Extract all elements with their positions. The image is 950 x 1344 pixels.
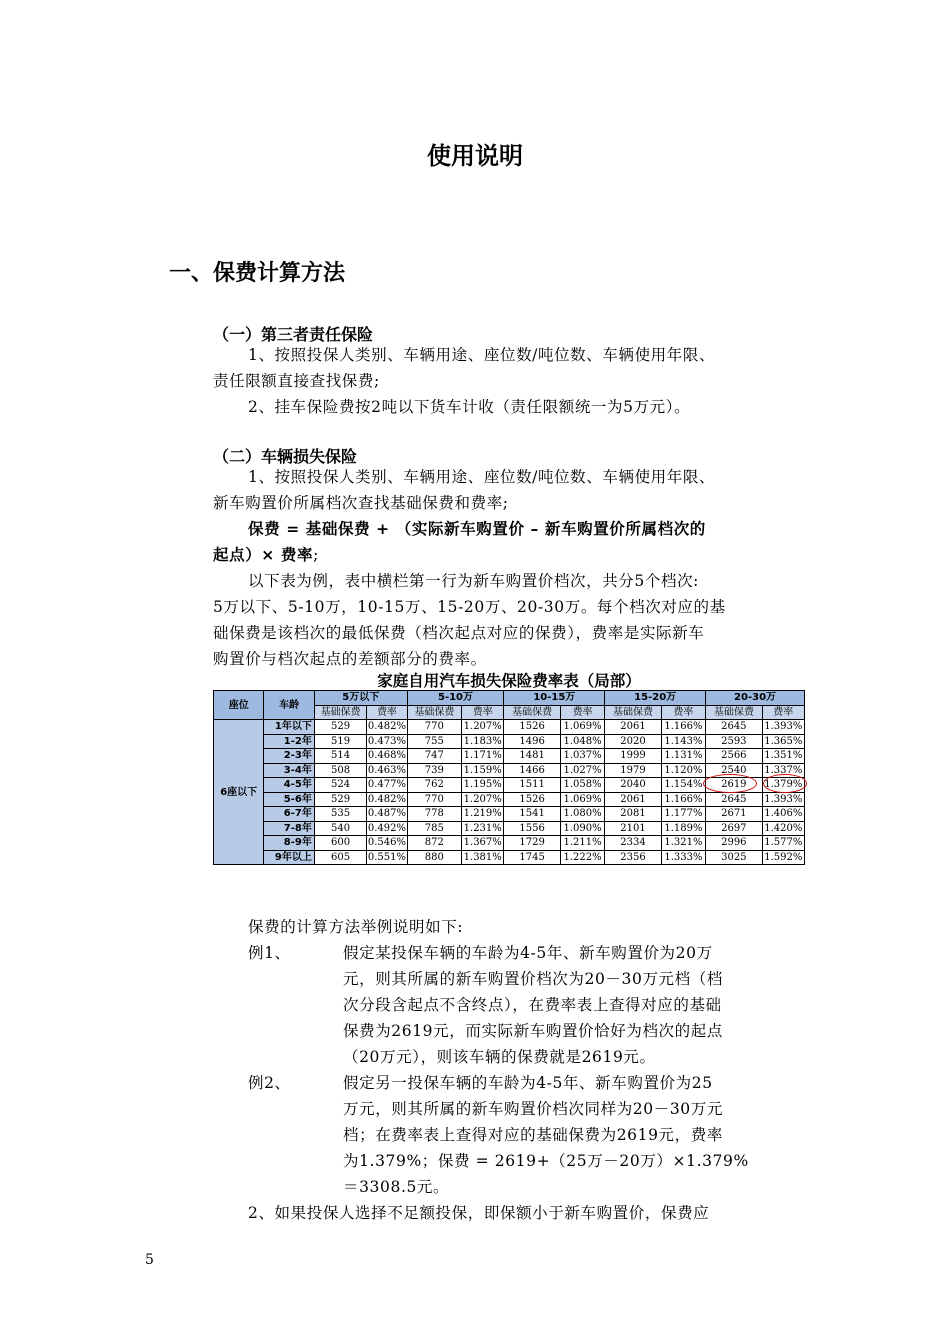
rate-cell: 1.577%	[762, 836, 804, 851]
rate-cell: 1.207%	[462, 792, 504, 807]
rate-cell: 1.406%	[762, 807, 804, 822]
paragraph: 购置价与档次起点的差额部分的费率。	[213, 650, 487, 668]
base-premium-cell: 535	[314, 807, 366, 822]
rate-cell: 1.195%	[462, 778, 504, 793]
rate-cell: 1.159%	[462, 763, 504, 778]
table-row	[214, 749, 805, 764]
rate-cell: 1.231%	[462, 821, 504, 836]
paragraph: 2、如果投保人选择不足额投保，即保额小于新车购置价，保费应	[248, 1204, 710, 1222]
rate-cell: 0.482%	[367, 793, 407, 805]
subheader-base: 基础保费	[706, 705, 762, 720]
column-header-age: 车龄	[264, 691, 314, 720]
band-header: 5-10万	[407, 691, 504, 706]
example-2-line: 为1.379%；保费 = 2619+（25万－20万）×1.379%	[343, 1152, 749, 1170]
age-cell: 5-6年	[264, 792, 314, 807]
base-premium-cell: 1466	[504, 763, 560, 778]
table-row	[214, 734, 805, 749]
rate-cell: 0.477%	[367, 779, 407, 791]
age-cell: 1年以下	[264, 720, 314, 735]
base-premium-cell: 600	[314, 836, 366, 851]
base-premium-cell: 2671	[706, 807, 762, 822]
rate-cell: 1.420%	[762, 821, 804, 836]
base-premium-cell: 2566	[706, 749, 762, 764]
base-premium-cell: 2619	[706, 778, 762, 793]
rate-cell: 1.166%	[661, 720, 705, 735]
example-2-line: 万元，则其所属的新车购置价档次同样为20－30万元	[343, 1100, 723, 1118]
rate-cell: 1.219%	[462, 807, 504, 822]
paragraph: 新车购置价所属档次查找基础保费和费率;	[213, 494, 509, 512]
paragraph: 1、按照投保人类别、车辆用途、座位数/吨位数、车辆使用年限、	[248, 468, 716, 486]
subheader-base: 基础保费	[407, 705, 461, 720]
paragraph: 责任限额直接查找保费;	[213, 372, 380, 390]
band-header: 15-20万	[605, 691, 706, 706]
base-premium-cell: 1481	[504, 749, 560, 764]
highlight-circle-base	[703, 774, 757, 793]
rate-cell: 1.337%	[762, 763, 804, 778]
rate-cell: 1.333%	[661, 850, 705, 865]
rate-cell: 1.351%	[762, 749, 804, 764]
base-premium-cell: 1526	[504, 792, 560, 807]
rate-cell: 1.365%	[762, 734, 804, 749]
base-premium-cell: 2061	[605, 792, 661, 807]
subheader-rate: 费率	[762, 705, 804, 720]
table-row	[214, 720, 805, 735]
age-cell: 1-2年	[264, 734, 314, 749]
base-premium-cell: 540	[314, 821, 366, 836]
subheader-rate: 费率	[661, 705, 705, 720]
base-premium-cell: 770	[407, 792, 461, 807]
band-header: 5万以下	[314, 691, 407, 706]
base-premium-cell: 2540	[706, 763, 762, 778]
rate-cell: 1.393%	[762, 720, 804, 735]
example-1-line: 假定某投保车辆的车龄为4-5年、新车购置价为20万	[343, 944, 713, 962]
base-premium-cell: 762	[407, 778, 461, 793]
age-cell: 6-7年	[264, 807, 314, 822]
table-row	[214, 836, 805, 851]
formula-tail: ;	[313, 546, 319, 564]
subheader-rate: 费率	[462, 705, 504, 720]
base-premium-cell: 1745	[504, 850, 560, 865]
example-1-line: 元，则其所属的新车购置价档次为20－30万元档（档	[343, 970, 723, 988]
base-premium-cell: 2040	[605, 778, 661, 793]
base-premium-cell: 1556	[504, 821, 560, 836]
base-premium-cell: 770	[407, 720, 461, 735]
rate-cell: 1.393%	[762, 792, 804, 807]
rate-cell: 1.027%	[560, 763, 604, 778]
subheading-third-party: （一）第三者责任保险	[213, 325, 374, 344]
formula-bold: 起点）× 费率	[213, 546, 314, 564]
band-header: 10-15万	[504, 691, 605, 706]
base-premium-cell: 1979	[605, 763, 661, 778]
rate-cell: 1.381%	[462, 850, 504, 865]
base-premium-cell: 2101	[605, 821, 661, 836]
rate-cell: 0.482%	[367, 721, 407, 733]
base-premium-cell: 778	[407, 807, 461, 822]
base-premium-cell: 2645	[706, 720, 762, 735]
base-premium-cell: 529	[314, 792, 366, 807]
paragraph: 1、按照投保人类别、车辆用途、座位数/吨位数、车辆使用年限、	[248, 346, 716, 364]
base-premium-cell: 605	[314, 850, 366, 865]
example-1-label: 例1、	[248, 944, 291, 962]
base-premium-cell: 2996	[706, 836, 762, 851]
rate-cell: 1.379%	[762, 778, 804, 793]
column-header-seat: 座位	[214, 691, 264, 720]
example-2-line: 假定另一投保车辆的车龄为4-5年、新车购置价为25	[343, 1074, 713, 1092]
base-premium-cell: 1541	[504, 807, 560, 822]
base-premium-cell: 524	[314, 778, 366, 793]
rate-cell: 0.487%	[367, 808, 407, 820]
rate-cell: 1.367%	[462, 836, 504, 851]
rate-cell: 1.222%	[560, 850, 604, 865]
subheader-rate: 费率	[560, 705, 604, 720]
rate-cell: 1.592%	[762, 850, 804, 865]
seat-cell: 6座以下	[214, 720, 264, 865]
base-premium-cell: 739	[407, 763, 461, 778]
band-header: 20-30万	[706, 691, 805, 706]
section-heading-1: 一、保费计算方法	[169, 261, 346, 286]
subheading-vehicle-loss: （二）车辆损失保险	[213, 447, 358, 466]
base-premium-cell: 3025	[706, 850, 762, 865]
example-1-line: 保费为2619元，而实际新车购置价恰好为档次的起点	[343, 1022, 723, 1040]
rate-cell: 1.166%	[661, 792, 705, 807]
rate-cell: 0.551%	[367, 851, 407, 863]
base-premium-cell: 1511	[504, 778, 560, 793]
page-number: 5	[145, 1252, 154, 1268]
base-premium-cell: 2645	[706, 792, 762, 807]
rate-cell: 1.189%	[661, 821, 705, 836]
subheader-base: 基础保费	[504, 705, 560, 720]
base-premium-cell: 785	[407, 821, 461, 836]
base-premium-cell: 872	[407, 836, 461, 851]
base-premium-cell: 2697	[706, 821, 762, 836]
rate-cell: 0.468%	[367, 750, 407, 762]
age-cell: 9年以上	[264, 850, 314, 865]
base-premium-cell: 2061	[605, 720, 661, 735]
rate-cell: 1.069%	[560, 792, 604, 807]
page-title: 使用说明	[427, 142, 523, 170]
table-row	[214, 821, 805, 836]
age-cell: 7-8年	[264, 821, 314, 836]
rate-cell: 0.492%	[367, 822, 407, 834]
rate-cell: 0.473%	[367, 735, 407, 747]
base-premium-cell: 2334	[605, 836, 661, 851]
paragraph: 2、挂车保险费按2吨以下货车计收（责任限额统一为5万元）。	[248, 398, 691, 416]
rate-cell: 1.037%	[560, 749, 604, 764]
paragraph: 5万以下、5-10万，10-15万、15-20万、20-30万。每个档次对应的基	[213, 598, 726, 616]
example-2-line: 档；在费率表上查得对应的基础保费为2619元，费率	[343, 1126, 723, 1144]
base-premium-cell: 880	[407, 850, 461, 865]
highlight-circle-rate	[763, 774, 807, 793]
example-1-line: 次分段含起点不含终点），在费率表上查得对应的基础	[343, 996, 722, 1014]
base-premium-cell: 755	[407, 734, 461, 749]
example-1-line: （20万元），则该车辆的保费就是2619元。	[343, 1048, 656, 1066]
example-2-line: ＝3308.5元。	[343, 1178, 450, 1196]
rate-cell: 1.048%	[560, 734, 604, 749]
base-premium-cell: 2593	[706, 734, 762, 749]
base-premium-cell: 2081	[605, 807, 661, 822]
base-premium-cell: 1526	[504, 720, 560, 735]
rate-cell: 1.090%	[560, 821, 604, 836]
age-cell: 3-4年	[264, 763, 314, 778]
rate-cell: 1.154%	[661, 778, 705, 793]
base-premium-cell: 1729	[504, 836, 560, 851]
examples-intro: 保费的计算方法举例说明如下:	[248, 918, 464, 936]
rate-cell: 1.177%	[661, 807, 705, 822]
rate-cell: 1.080%	[560, 807, 604, 822]
rate-cell: 1.143%	[661, 734, 705, 749]
example-2-label: 例2、	[248, 1074, 291, 1092]
subheader-rate: 费率	[367, 705, 407, 720]
rate-cell: 1.321%	[661, 836, 705, 851]
formula: 保费 = 基础保费 + （实际新车购置价 – 新车购置价所属档次的	[248, 520, 706, 538]
table-row	[214, 807, 805, 822]
age-cell: 4-5年	[264, 778, 314, 793]
base-premium-cell: 1496	[504, 734, 560, 749]
rate-cell: 1.183%	[462, 734, 504, 749]
base-premium-cell: 529	[314, 720, 366, 735]
rate-cell: 1.131%	[661, 749, 705, 764]
table-row	[214, 792, 805, 807]
base-premium-cell: 508	[314, 763, 366, 778]
base-premium-cell: 747	[407, 749, 461, 764]
base-premium-cell: 1999	[605, 749, 661, 764]
rate-cell: 1.069%	[560, 720, 604, 735]
formula-line-2	[213, 542, 319, 568]
subheader-base: 基础保费	[314, 705, 366, 720]
table-title: 家庭自用汽车损失保险费率表（局部）	[377, 672, 641, 690]
base-premium-cell: 514	[314, 749, 366, 764]
rate-cell: 1.207%	[462, 720, 504, 735]
rate-cell: 1.211%	[560, 836, 604, 851]
rate-cell: 1.058%	[560, 778, 604, 793]
age-cell: 8-9年	[264, 836, 314, 851]
rate-cell: 0.463%	[367, 764, 407, 776]
rate-cell: 1.120%	[661, 763, 705, 778]
rate-cell: 1.171%	[462, 749, 504, 764]
base-premium-cell: 519	[314, 734, 366, 749]
base-premium-cell: 2356	[605, 850, 661, 865]
table-row	[214, 850, 805, 865]
paragraph: 以下表为例，表中横栏第一行为新车购置价档次，共分5个档次:	[248, 572, 699, 590]
subheader-base: 基础保费	[605, 705, 661, 720]
age-cell: 2-3年	[264, 749, 314, 764]
base-premium-cell: 2020	[605, 734, 661, 749]
rate-cell: 0.546%	[367, 837, 407, 849]
paragraph: 础保费是该档次的最低保费（档次起点对应的保费），费率是实际新车	[213, 624, 705, 642]
